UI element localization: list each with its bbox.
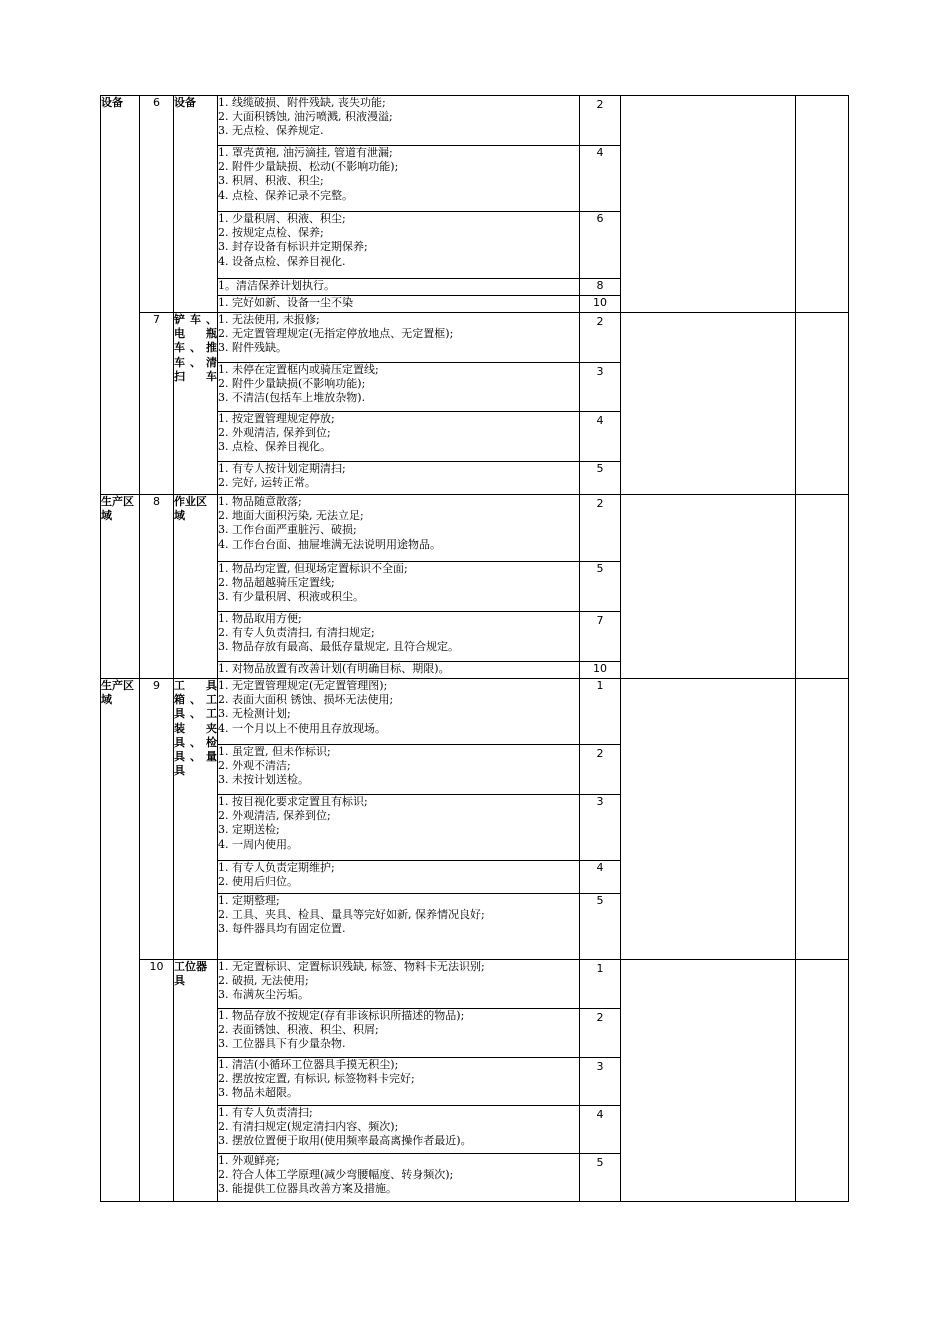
criteria-line: 1. 线缆破损、附件残缺, 丧失功能; [218, 96, 386, 109]
criteria-cell [218, 363, 580, 412]
criteria-line: 3. 工位器具下有少量杂物. [218, 1037, 346, 1051]
criteria-line: 4. 一个月以上不使用且存放现场。 [218, 721, 386, 735]
criteria-line: 2. 外观不清洁; [218, 759, 291, 773]
score-cell: 4 [580, 146, 621, 212]
criteria-cell [218, 679, 580, 745]
remarks-cell [621, 679, 796, 960]
score-cell: 10 [580, 662, 621, 679]
criteria-line: 3. 封存设备有标识并定期保养; [218, 240, 368, 254]
criteria-line: 1. 物品随意散落; [218, 495, 302, 508]
criteria-line: 2. 摆放按定置, 有标识, 标签物料卡完好; [218, 1072, 415, 1086]
item-name: 工位器具 [174, 960, 218, 1202]
criteria-line: 1. 物品取用方便; [218, 612, 302, 625]
criteria-line: 3. 点检、保养目视化。 [218, 440, 331, 454]
item-name: 设备 [174, 96, 218, 313]
inspection-table [100, 95, 849, 1202]
score-cell: 3 [580, 795, 621, 861]
criteria-line: 4. 一周内使用。 [218, 837, 298, 851]
criteria-line: 3. 不清洁(包括车上堆放杂物). [218, 391, 366, 405]
criteria-line: 1. 无定置标识、定置标识残缺, 标签、物料卡无法识别; [218, 960, 485, 973]
criteria-line: 1. 按目视化要求定置且有标识; [218, 795, 368, 808]
criteria-line: 3. 未按计划送检。 [218, 773, 309, 787]
table-row [101, 679, 849, 745]
criteria-line: 2. 破损, 无法使用; [218, 974, 309, 988]
criteria-line: 1. 无法使用, 未报修; [218, 313, 320, 326]
criteria-line: 1. 物品存放不按规定(存有非该标识所描述的物品); [218, 1009, 465, 1022]
criteria-line: 1. 外观鲜亮; [218, 1154, 280, 1167]
item-number: 7 [140, 313, 174, 495]
item-number: 9 [140, 679, 174, 960]
criteria-line: 1. 定期整理; [218, 894, 280, 907]
criteria-cell [218, 279, 580, 296]
criteria-line: 1. 有专人负责清扫; [218, 1106, 313, 1119]
criteria-line: 3. 布满灰尘污垢。 [218, 988, 309, 1002]
criteria-cell [218, 96, 580, 146]
criteria-line: 1. 罩壳黄袍, 油污滴挂, 管道有泄漏; [218, 146, 393, 159]
criteria-line: 2. 表面大面积 锈蚀、损坏无法使用; [218, 693, 394, 707]
criteria-line: 2. 附件少量缺损(不影响功能); [218, 377, 366, 391]
criteria-line: 1. 无定置管理规定(无定置管理图); [218, 679, 388, 692]
criteria-cell [218, 562, 580, 612]
criteria-cell [218, 1009, 580, 1058]
criteria-cell [218, 212, 580, 279]
score-cell: 2 [580, 1009, 621, 1058]
criteria-line: 2. 有专人负责清扫, 有清扫规定; [218, 626, 375, 640]
criteria-line: 3. 每件器具均有固定位置. [218, 922, 346, 936]
score-cell: 4 [580, 1106, 621, 1154]
criteria-line: 2. 工具、夹具、检具、量具等完好如新, 保养情况良好; [218, 908, 485, 922]
criteria-cell [218, 795, 580, 861]
criteria-line: 3. 能提供工位器具改善方案及措施。 [218, 1182, 397, 1196]
criteria-cell [218, 296, 580, 313]
criteria-line: 1. 有专人负责定期维护; [218, 861, 335, 874]
criteria-line: 2. 大面积锈蚀, 油污喷溅, 积液漫溢; [218, 110, 393, 124]
criteria-line: 3. 无点检、保养规定. [218, 124, 324, 138]
score-cell: 2 [580, 96, 621, 146]
criteria-line: 1. 完好如新、设备一尘不染 [218, 296, 353, 309]
criteria-cell [218, 960, 580, 1009]
score-cell: 5 [580, 1154, 621, 1202]
score-cell: 5 [580, 462, 621, 495]
criteria-line: 2. 外观清洁, 保养到位; [218, 426, 331, 440]
criteria-line: 3. 无检测计划; [218, 707, 291, 721]
criteria-line: 3. 定期送检; [218, 823, 280, 837]
criteria-line: 1. 少量积屑、积液、积尘; [218, 212, 346, 225]
criteria-cell [218, 495, 580, 562]
table-row [101, 313, 849, 363]
table-row [101, 495, 849, 562]
score-cell: 7 [580, 612, 621, 662]
criteria-line: 2. 物品超越骑压定置线; [218, 576, 335, 590]
deduction-cell [796, 313, 849, 495]
category-cell: 生产区域 [101, 495, 140, 679]
deduction-cell [796, 495, 849, 679]
item-number: 6 [140, 96, 174, 313]
score-cell: 3 [580, 363, 621, 412]
criteria-line: 3. 附件残缺。 [218, 341, 287, 355]
criteria-line: 3. 摆放位置便于取用(使用频率最高离操作者最近)。 [218, 1134, 472, 1148]
criteria-line: 2. 无定置管理规定(无指定停放地点、无定置框); [218, 327, 454, 341]
score-cell: 8 [580, 279, 621, 296]
criteria-line: 3. 物品存放有最高、最低存量规定, 且符合规定。 [218, 640, 459, 654]
criteria-line: 1. 物品均定置, 但现场定置标识不全面; [218, 562, 408, 575]
score-cell: 2 [580, 495, 621, 562]
score-cell: 2 [580, 313, 621, 363]
criteria-cell [218, 462, 580, 495]
item-number: 10 [140, 960, 174, 1202]
score-cell: 3 [580, 1058, 621, 1106]
score-cell: 2 [580, 745, 621, 795]
criteria-line: 2. 外观清洁, 保养到位; [218, 809, 331, 823]
criteria-line: 2. 地面大面积污染, 无法立足; [218, 509, 364, 523]
criteria-line: 2. 有清扫规定(规定清扫内容、频次); [218, 1120, 399, 1134]
score-cell: 6 [580, 212, 621, 279]
criteria-line: 2. 符合人体工学原理(减少弯腰幅度、转身频次); [218, 1168, 454, 1182]
score-cell: 5 [580, 894, 621, 960]
category-cell: 设备 [101, 96, 140, 495]
criteria-cell [218, 1058, 580, 1106]
criteria-line: 1. 未停在定置框内或骑压定置线; [218, 363, 379, 376]
criteria-line: 2. 使用后归位。 [218, 875, 298, 889]
criteria-line: 2. 完好, 运转正常。 [218, 476, 316, 490]
criteria-cell [218, 412, 580, 462]
criteria-cell [218, 894, 580, 960]
criteria-cell [218, 146, 580, 212]
criteria-line: 4. 设备点检、保养目视化. [218, 254, 346, 268]
criteria-line: 3. 物品未超限。 [218, 1086, 298, 1100]
criteria-cell [218, 861, 580, 894]
deduction-cell [796, 96, 849, 313]
score-cell: 1 [580, 960, 621, 1009]
criteria-line: 2. 附件少量缺损、松动(不影响功能); [218, 160, 399, 174]
criteria-cell [218, 1106, 580, 1154]
criteria-line: 1。清洁保养计划执行。 [218, 279, 335, 292]
criteria-line: 3. 积屑、积液、积尘; [218, 174, 324, 188]
criteria-line: 1. 对物品放置有改善计划(有明确目标、期限)。 [218, 662, 450, 675]
remarks-cell [621, 313, 796, 495]
criteria-line: 4. 点检、保养记录不完整。 [218, 188, 353, 202]
remarks-cell [621, 96, 796, 313]
item-name: 铲车、电瓶车、推车、清扫车 [174, 313, 218, 495]
criteria-cell [218, 745, 580, 795]
criteria-line: 1. 有专人按计划定期清扫; [218, 462, 346, 475]
remarks-cell [621, 960, 796, 1202]
criteria-line: 4. 工作台台面、抽屉堆满无法说明用途物品。 [218, 537, 441, 551]
criteria-line: 1. 按定置管理规定停放; [218, 412, 335, 425]
score-cell: 10 [580, 296, 621, 313]
table-row [101, 960, 849, 1009]
criteria-cell [218, 1154, 580, 1202]
table-row [101, 96, 849, 146]
criteria-line: 1. 虽定置, 但未作标识; [218, 745, 331, 758]
criteria-line: 3. 工作台面严重脏污、破损; [218, 523, 357, 537]
category-cell: 生产区域 [101, 679, 140, 1202]
item-name: 工具箱、工具、工装夹具、检具、量具 [174, 679, 218, 960]
score-cell: 4 [580, 861, 621, 894]
deduction-cell [796, 679, 849, 960]
criteria-cell [218, 662, 580, 679]
item-name: 作业区域 [174, 495, 218, 679]
criteria-line: 1. 清洁(小循环工位器具手摸无积尘); [218, 1058, 399, 1071]
criteria-line: 2. 表面锈蚀、积液、积尘、积屑; [218, 1023, 379, 1037]
deduction-cell [796, 960, 849, 1202]
score-cell: 1 [580, 679, 621, 745]
score-cell: 4 [580, 412, 621, 462]
criteria-line: 2. 按规定点检、保养; [218, 226, 324, 240]
criteria-cell [218, 313, 580, 363]
item-number: 8 [140, 495, 174, 679]
remarks-cell [621, 495, 796, 679]
score-cell: 5 [580, 562, 621, 612]
criteria-cell [218, 612, 580, 662]
criteria-line: 3. 有少量积屑、积液或积尘。 [218, 590, 364, 604]
